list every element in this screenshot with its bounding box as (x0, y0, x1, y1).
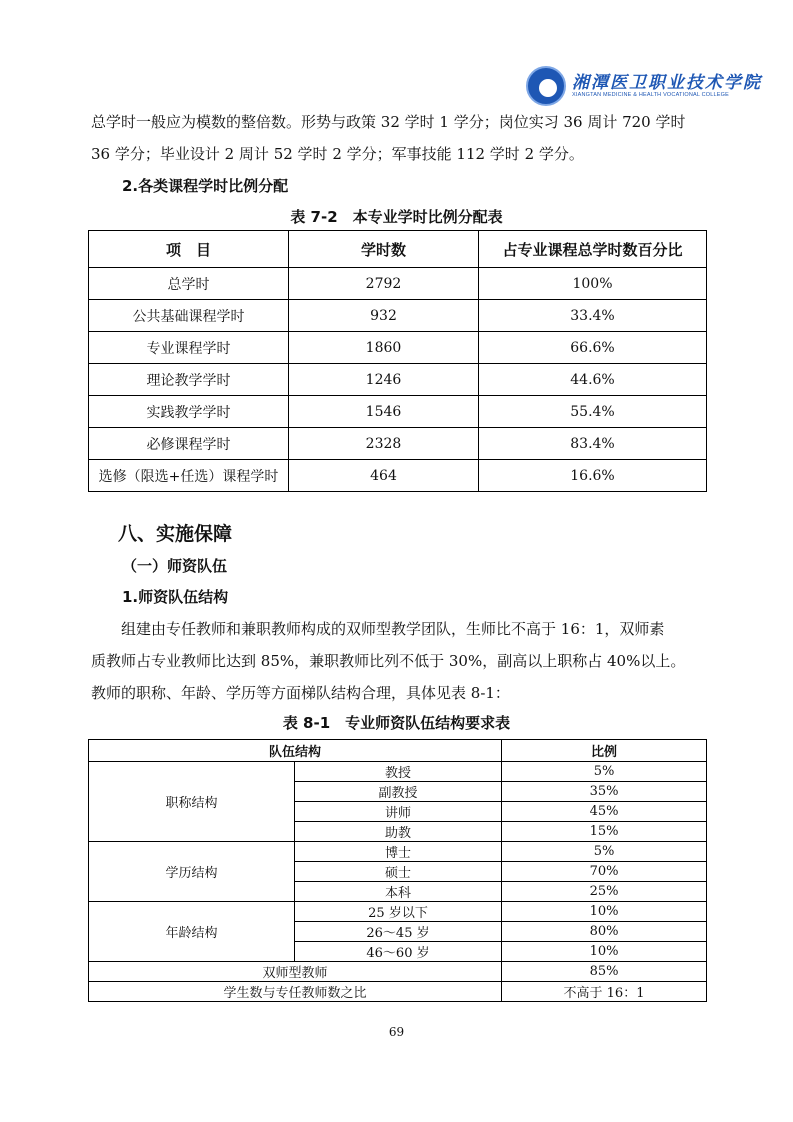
cell: 25% (502, 882, 707, 902)
cell: 学生数与专任教师数之比 (89, 982, 502, 1002)
cell: 1546 (289, 396, 479, 428)
cell: 25 岁以下 (295, 902, 502, 922)
header-cell: 项 目 (89, 231, 289, 268)
cell: 100% (479, 268, 707, 300)
cell: 55.4% (479, 396, 707, 428)
table-row (89, 962, 707, 982)
table-row (89, 364, 707, 396)
group-cell: 年龄结构 (89, 902, 295, 962)
cell: 44.6% (479, 364, 707, 396)
header-cell: 比例 (502, 740, 707, 762)
table-row (89, 842, 707, 862)
table-header-row (89, 231, 707, 268)
table-row (89, 300, 707, 332)
chapter-title: 八、实施保障 (118, 523, 233, 545)
cell: 16.6% (479, 460, 707, 492)
table-row (89, 428, 707, 460)
cell: 464 (289, 460, 479, 492)
cell: 66.6% (479, 332, 707, 364)
table-row (89, 268, 707, 300)
cell: 教授 (295, 762, 502, 782)
body-line: 质教师占专业教师比达到 85%，兼职教师比列不低于 30%，副高以上职称占 40%以上。 (91, 652, 686, 670)
cell: 2792 (289, 268, 479, 300)
cell: 总学时 (89, 268, 289, 300)
table-7-2 (88, 230, 707, 492)
table-row (89, 460, 707, 492)
page-number: 69 (388, 1025, 405, 1039)
cell: 助教 (295, 822, 502, 842)
cell: 26～45 岁 (295, 922, 502, 942)
cell: 双师型教师 (89, 962, 502, 982)
cell: 85% (502, 962, 707, 982)
cell: 10% (502, 942, 707, 962)
cell: 35% (502, 782, 707, 802)
cell: 70% (502, 862, 707, 882)
table-header-row (89, 740, 707, 762)
college-logo (526, 66, 762, 108)
college-seal-icon (526, 66, 566, 106)
table-row (89, 982, 707, 1002)
cell: 本科 (295, 882, 502, 902)
cell: 1246 (289, 364, 479, 396)
cell: 选修（限选+任选）课程学时 (89, 460, 289, 492)
cell: 83.4% (479, 428, 707, 460)
table-row (89, 396, 707, 428)
college-name-en: XIANGTAN MEDICINE & HEALTH VOCATIONAL COLLEGE (572, 92, 730, 98)
table-row (89, 332, 707, 364)
cell: 5% (502, 842, 707, 862)
subsection-title: （一）师资队伍 (122, 557, 228, 575)
body-paragraph (91, 613, 711, 709)
cell: 15% (502, 822, 707, 842)
intro-paragraph (91, 106, 711, 170)
cell: 讲师 (295, 802, 502, 822)
cell: 33.4% (479, 300, 707, 332)
table-row (89, 762, 707, 782)
intro-line: 总学时一般应为模数的整倍数。形势与政策 32 学时 1 学分；岗位实习 36 周计 720 学时 (91, 113, 686, 131)
cell: 932 (289, 300, 479, 332)
section-2-title: 2.各类课程学时比例分配 (122, 177, 289, 195)
body-line: 组建由专任教师和兼职教师构成的双师型教学团队，生师比不高于 16：1，双师素 (121, 620, 665, 638)
group-cell: 学历结构 (89, 842, 295, 902)
cell: 45% (502, 802, 707, 822)
body-line: 教师的职称、年龄、学历等方面梯队结构合理，具体见表 8-1： (91, 684, 510, 702)
cell: 5% (502, 762, 707, 782)
intro-line: 36 学分；毕业设计 2 周计 52 学时 2 学分；军事技能 112 学时 2 学分。 (91, 145, 584, 163)
cell: 副教授 (295, 782, 502, 802)
header-cell: 占专业课程总学时数百分比 (479, 231, 707, 268)
group-cell: 职称结构 (89, 762, 295, 842)
header-cell: 学时数 (289, 231, 479, 268)
sub-title-1: 1.师资队伍结构 (122, 588, 229, 606)
cell: 46～60 岁 (295, 942, 502, 962)
cell: 硕士 (295, 862, 502, 882)
table-8-1-caption: 表 8-1 专业师资队伍结构要求表 (282, 714, 511, 732)
table-7-2-caption: 表 7-2 本专业学时比例分配表 (290, 208, 503, 226)
cell: 10% (502, 902, 707, 922)
table-row (89, 902, 707, 922)
cell: 理论教学学时 (89, 364, 289, 396)
cell: 实践教学学时 (89, 396, 289, 428)
college-name-cn: 湘潭医卫职业技术学院 (572, 73, 762, 93)
table-8-1 (88, 739, 707, 1002)
cell: 专业课程学时 (89, 332, 289, 364)
cell: 公共基础课程学时 (89, 300, 289, 332)
cell: 2328 (289, 428, 479, 460)
cell: 必修课程学时 (89, 428, 289, 460)
cell: 不高于 16：1 (502, 982, 707, 1002)
cell: 1860 (289, 332, 479, 364)
cell: 80% (502, 922, 707, 942)
cell: 博士 (295, 842, 502, 862)
header-cell: 队伍结构 (89, 740, 502, 762)
